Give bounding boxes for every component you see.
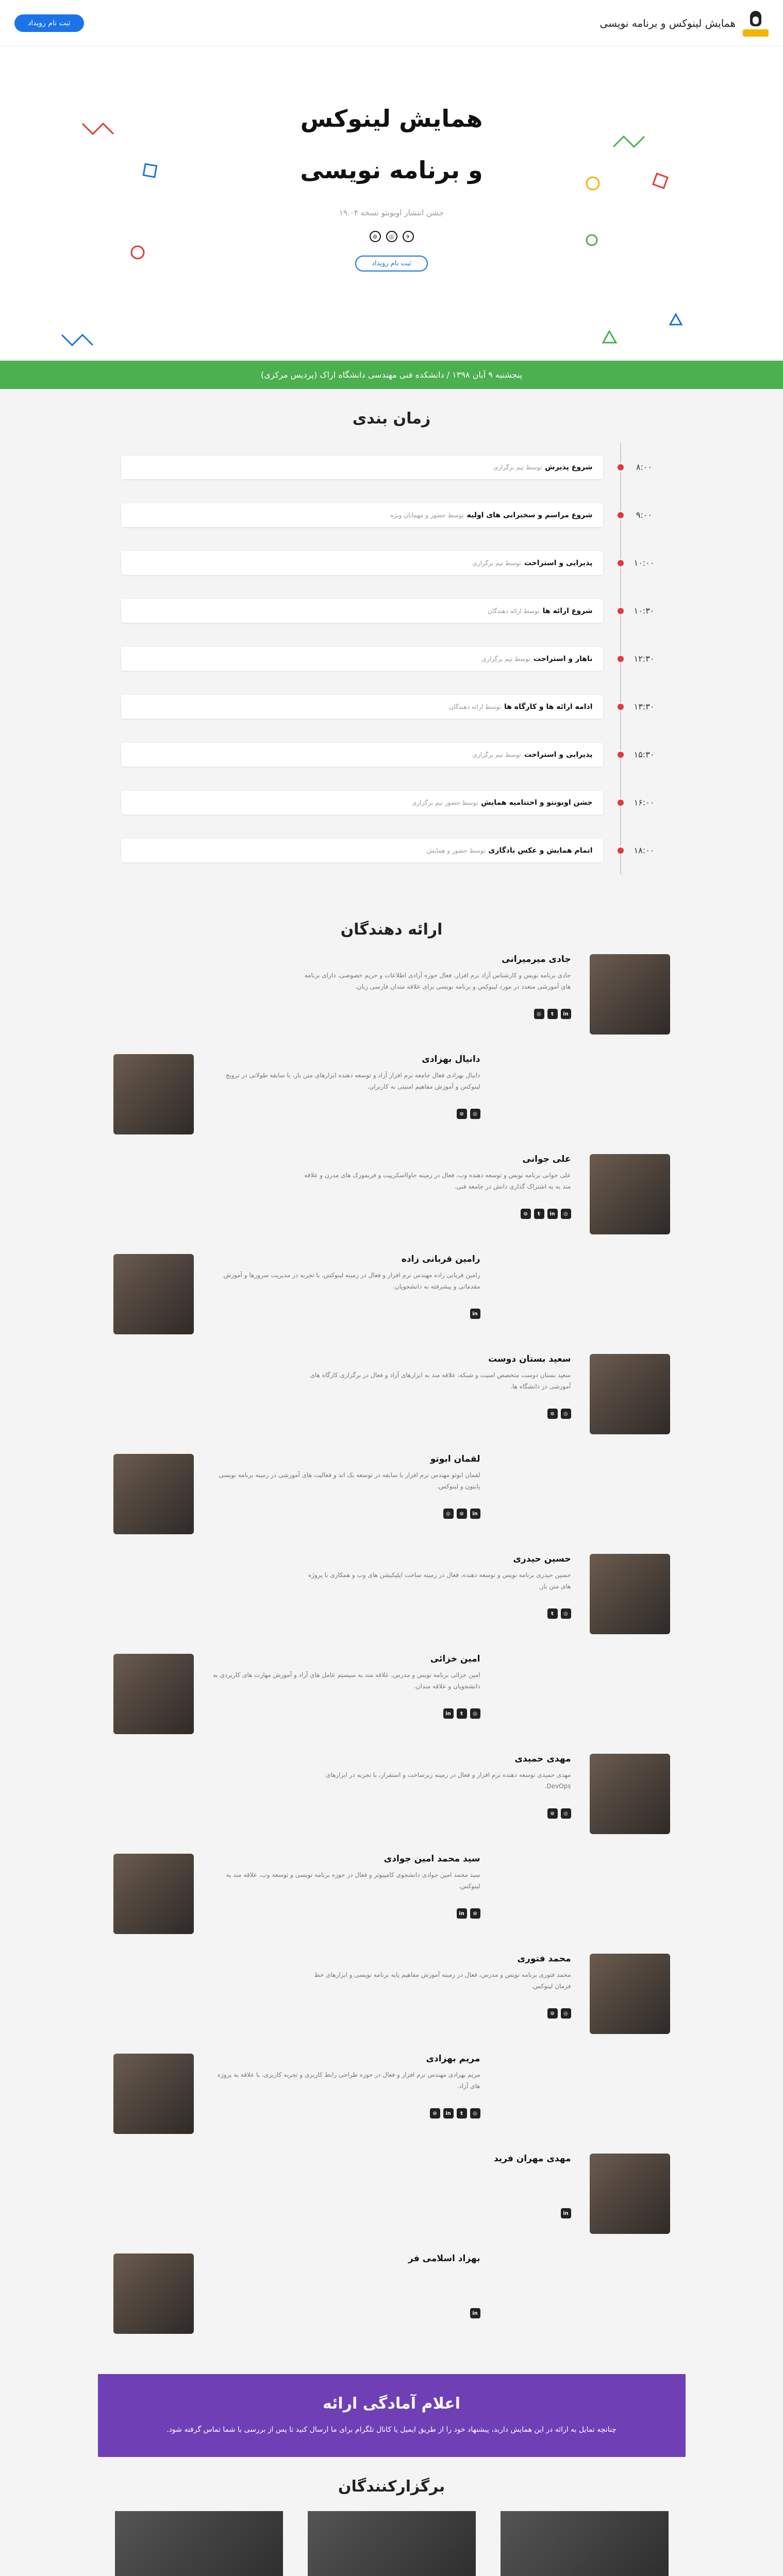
speakers-title: ارائه دهندگان bbox=[340, 921, 443, 939]
cta-title: اعلام آمادگی ارائه bbox=[322, 2395, 461, 2413]
timeline-host: توسط تیم برگزاری bbox=[472, 559, 521, 567]
speaker-name: مهدی مهران فرید bbox=[493, 2154, 571, 2164]
github-icon[interactable]: ⊙ bbox=[370, 231, 381, 242]
speaker-social-links bbox=[212, 1109, 480, 1119]
linkedin-icon[interactable]: in bbox=[470, 2308, 480, 2318]
timeline-time: ۱۶:۰۰ bbox=[634, 798, 655, 807]
timeline-card bbox=[121, 551, 603, 575]
speaker-social-links bbox=[303, 2208, 571, 2218]
organizers-title: برگزارکنندگان bbox=[338, 2478, 445, 2496]
speaker-bio: سید محمد امین جوادی دانشجوی کامپیوتر و فعال در حوزه برنامه نویسی و توسعه وب، علاقه مند به لینوکس. bbox=[226, 1871, 480, 1890]
timeline-time: ۹:۰۰ bbox=[636, 510, 653, 520]
timeline-event: ناهار و استراحت bbox=[533, 654, 593, 663]
speaker-name: مهدی حمیدی bbox=[514, 1754, 571, 1764]
timeline-dot bbox=[616, 654, 625, 664]
speaker-bio bbox=[303, 2169, 571, 2203]
timeline bbox=[121, 443, 662, 874]
speaker-info bbox=[303, 2154, 571, 2218]
timeline-item bbox=[121, 778, 662, 826]
speakers-list bbox=[113, 954, 670, 2353]
timeline-time: ۱۳:۳۰ bbox=[634, 702, 655, 711]
speaker-bio: لقمان ابوتو مهندس نرم افزار با سابقه در توسعه بک اند و فعالیت های آموزشی در زمینه برنامه نویسی پایتون و لینوکس. bbox=[219, 1471, 480, 1490]
timeline-time: ۸:۰۰ bbox=[636, 462, 653, 472]
timeline-item bbox=[121, 683, 662, 731]
speaker-card bbox=[113, 2054, 670, 2154]
instagram-icon[interactable]: ◎ bbox=[470, 1109, 480, 1119]
instagram-icon[interactable]: ◎ bbox=[470, 1708, 480, 1719]
schedule-title: زمان بندی bbox=[352, 410, 431, 428]
speaker-card bbox=[113, 1054, 670, 1154]
timeline-host: توسط تیم برگزاری bbox=[493, 463, 542, 471]
speaker-info bbox=[212, 1654, 480, 1719]
timeline-item bbox=[121, 826, 662, 874]
timeline-dot bbox=[616, 511, 625, 520]
speaker-info bbox=[303, 1354, 571, 1419]
speaker-bio: رامین قربانی زاده مهندس نرم افزار و فعال در زمینه لینوکس، با تجربه در مدیریت سرورها و آموزش مقدماتی و پیشرفته به دانشجویان. bbox=[223, 1272, 480, 1290]
speaker-card bbox=[113, 2154, 670, 2253]
speaker-social-links bbox=[212, 1509, 480, 1519]
speaker-name: امین خزائی bbox=[430, 1654, 480, 1664]
speaker-photo bbox=[590, 1954, 670, 2034]
organizer-card bbox=[115, 2511, 283, 2576]
speaker-photo bbox=[113, 2054, 194, 2134]
linkedin-icon[interactable]: in bbox=[443, 2108, 454, 2119]
timeline-card bbox=[121, 839, 603, 862]
twitter-icon[interactable]: t bbox=[457, 2108, 467, 2119]
speaker-info bbox=[212, 2054, 480, 2119]
instagram-icon[interactable]: ◎ bbox=[561, 2008, 571, 2019]
github-icon[interactable]: ⊙ bbox=[457, 1509, 467, 1519]
speaker-social-links bbox=[212, 2108, 480, 2119]
timeline-card bbox=[121, 791, 603, 815]
speaker-name: بهزاد اسلامی فر bbox=[408, 2253, 480, 2264]
instagram-icon[interactable]: ◎ bbox=[561, 1808, 571, 1819]
speaker-bio: جادی برنامه نویس و کارشناس آزاد نرم افزار، فعال حوزه آزادی اطلاعات و حریم خصوصی، دارای برنامه های آموزشی متعدد در مورد لینوکس و برنامه نویسی برای علاقه مندان فارسی زبان. bbox=[304, 972, 571, 990]
timeline-event: اتمام همایش و عکس یادگاری bbox=[488, 846, 593, 855]
instagram-icon[interactable]: ◎ bbox=[561, 1209, 571, 1219]
speaker-social-links bbox=[303, 1608, 571, 1619]
speaker-name: سید محمد امین جوادی bbox=[384, 1854, 480, 1864]
timeline-dot bbox=[616, 558, 625, 568]
timeline-time: ۱۲:۳۰ bbox=[634, 654, 655, 664]
speaker-photo bbox=[590, 2154, 670, 2234]
speaker-name: حسین حیدری bbox=[513, 1554, 571, 1564]
twitter-icon[interactable]: t bbox=[547, 1608, 558, 1619]
linux-logo-icon bbox=[743, 9, 769, 38]
speaker-info bbox=[303, 1954, 571, 2019]
instagram-icon[interactable]: ◎ bbox=[470, 2108, 480, 2119]
timeline-time: ۱۸:۰۰ bbox=[634, 845, 655, 855]
speaker-card bbox=[113, 1554, 670, 1654]
timeline-event: شروع پذیرش bbox=[545, 463, 593, 471]
speaker-name: مریم بهزادی bbox=[426, 2054, 480, 2064]
cta-text: چنانچه تمایل به ارائه در این همایش دارید، پیشنهاد خود را از طریق ایمیل یا کانال تلگرام برای ما ارسال کنید تا پس از بررسی با شما تماس گرفته شود. bbox=[166, 2426, 617, 2434]
timeline-event: پذیرایی و استراحت bbox=[524, 750, 593, 759]
timeline-event: جشن اوبونتو و اختتامیه همایش bbox=[481, 798, 593, 807]
linkedin-icon[interactable]: in bbox=[457, 1908, 467, 1919]
speaker-photo bbox=[590, 1154, 670, 1234]
linkedin-icon[interactable]: in bbox=[561, 2208, 571, 2218]
timeline-card bbox=[121, 647, 603, 671]
timeline-card bbox=[121, 599, 603, 623]
instagram-icon[interactable]: ◎ bbox=[443, 1509, 454, 1519]
speaker-bio: حسین حیدری برنامه نویس و توسعه دهنده، فعال در زمینه ساخت اپلیکیشن های وب و همکاری با پروژه های متن باز. bbox=[308, 1571, 571, 1590]
speaker-photo bbox=[113, 1054, 194, 1134]
speaker-photo bbox=[113, 1654, 194, 1734]
speaker-card bbox=[113, 1954, 670, 2054]
timeline-time: ۱۵:۳۰ bbox=[634, 750, 655, 759]
timeline-host: توسط ارائه دهندگان bbox=[449, 703, 502, 710]
linkedin-icon[interactable]: in bbox=[561, 1009, 571, 1019]
twitter-icon[interactable]: t bbox=[547, 1009, 558, 1019]
timeline-item bbox=[121, 539, 662, 587]
speaker-name: سعید بستان دوست bbox=[488, 1354, 571, 1364]
hero-section bbox=[0, 46, 783, 361]
speaker-bio: مریم بهزادی مهندس نرم افزار و فعال در حوزه طراحی رابط کاربری و تجربه کاربری، با علاقه به پروژه های آزاد. bbox=[217, 2071, 480, 2090]
linkedin-icon[interactable]: in bbox=[470, 1509, 480, 1519]
decoration-shapes bbox=[0, 46, 783, 361]
speaker-photo bbox=[590, 1354, 670, 1434]
timeline-dot bbox=[616, 463, 625, 472]
call-for-speakers bbox=[98, 2374, 686, 2457]
date-bar: پنجشنبه ۹ آبان ۱۳۹۸ / دانشکده فنی مهندسی دانشگاه اراک (پردیس مرکزی) bbox=[0, 361, 783, 389]
speaker-social-links bbox=[303, 1808, 571, 1819]
speaker-social-links bbox=[212, 1309, 480, 1319]
speaker-card bbox=[113, 1754, 670, 1854]
speaker-bio: امین خزائی برنامه نویس و مدرس، علاقه مند به سیستم عامل های آزاد و آموزش مهارت های کاربردی به دانشجویان و علاقه مندان. bbox=[212, 1671, 480, 1690]
github-icon[interactable]: ⊙ bbox=[547, 2008, 558, 2019]
speaker-name: لقمان ابوتو bbox=[430, 1454, 480, 1464]
speaker-photo bbox=[590, 1754, 670, 1834]
speaker-info bbox=[212, 1854, 480, 1919]
speaker-photo bbox=[113, 1854, 194, 1934]
speaker-social-links bbox=[303, 1009, 571, 1019]
timeline-item bbox=[121, 587, 662, 635]
timeline-host: توسط حضور و همایش bbox=[426, 846, 486, 854]
telegram-icon[interactable]: ✈ bbox=[403, 231, 414, 242]
organizer-card bbox=[308, 2511, 476, 2576]
speaker-name: رامین قربانی زاده bbox=[401, 1254, 480, 1264]
speaker-photo bbox=[113, 1454, 194, 1534]
speaker-social-links bbox=[212, 1908, 480, 1919]
timeline-event: شروع ارائه ها bbox=[542, 606, 593, 615]
instagram-icon[interactable]: ◎ bbox=[534, 1009, 544, 1019]
organizer-card bbox=[501, 2511, 669, 2576]
timeline-event: ادامه ارائه ها و کارگاه ها bbox=[504, 702, 593, 711]
timeline-host: توسط تیم برگزاری bbox=[472, 751, 521, 758]
speaker-name: جادی میرمیرانی bbox=[502, 954, 571, 964]
github-icon[interactable]: ⊙ bbox=[547, 1808, 558, 1819]
speaker-card bbox=[113, 1454, 670, 1554]
speaker-name: محمد فتوری bbox=[517, 1954, 571, 1964]
timeline-host: توسط حضور تیم برگزاری bbox=[412, 799, 478, 806]
timeline-item bbox=[121, 491, 662, 539]
speaker-name: علی جوانی bbox=[522, 1154, 571, 1164]
timeline-event: شروع مراسم و سخنرانی های اولیه bbox=[467, 511, 593, 519]
timeline-host: توسط ارائه دهندگان bbox=[488, 607, 540, 615]
linkedin-icon[interactable]: in bbox=[470, 1309, 480, 1319]
speaker-card bbox=[113, 1154, 670, 1254]
github-icon[interactable]: ⊙ bbox=[430, 2108, 440, 2119]
hero-subtitle: جشن انتشار اوبونتو نسخه ۱۹.۰۴ bbox=[339, 208, 444, 217]
speaker-info bbox=[212, 2253, 480, 2318]
twitter-icon[interactable]: t bbox=[534, 1209, 544, 1219]
timeline-dot bbox=[616, 606, 625, 616]
timeline-item bbox=[121, 731, 662, 778]
instagram-icon[interactable]: ◎ bbox=[386, 231, 397, 242]
linkedin-icon[interactable]: in bbox=[547, 1209, 558, 1219]
speaker-card bbox=[113, 954, 670, 1054]
speaker-bio: علی جوانی برنامه نویس و توسعه دهنده وب، فعال در زمینه جاوااسکریپت و فریمورک های مدرن و علاقه مند به به اشتراک گذاری دانش در جامعه فنی. bbox=[304, 1172, 571, 1190]
timeline-card bbox=[121, 695, 603, 719]
timeline-card bbox=[121, 455, 603, 479]
speaker-social-links bbox=[303, 1409, 571, 1419]
timeline-time: ۱۰:۳۰ bbox=[634, 606, 655, 616]
speaker-photo bbox=[113, 1254, 194, 1334]
navbar bbox=[0, 0, 783, 46]
speaker-bio: سعید بستان دوست متخصص امنیت و شبکه، علاقه مند به ابزارهای آزاد و فعال در برگزاری کارگاه های آموزشی در دانشگاه ها. bbox=[310, 1371, 571, 1390]
speaker-info bbox=[212, 1054, 480, 1119]
speaker-photo bbox=[590, 1554, 670, 1634]
timeline-item bbox=[121, 443, 662, 491]
timeline-dot bbox=[616, 702, 625, 711]
speaker-photo bbox=[113, 2253, 194, 2334]
timeline-host: توسط حضور و مهمانان ویژه bbox=[390, 511, 464, 519]
timeline-dot bbox=[616, 798, 625, 807]
speaker-bio: محمد فتوری برنامه نویس و مدرس، فعال در زمینه آموزش مفاهیم پایه برنامه نویسی و ابزارهای خط فرمان لینوکس. bbox=[314, 1971, 571, 1990]
timeline-event: پذیرایی و استراحت bbox=[524, 558, 593, 567]
timeline-dot bbox=[616, 846, 625, 855]
speaker-card bbox=[113, 2253, 670, 2353]
github-icon[interactable]: ⊙ bbox=[457, 1109, 467, 1119]
hero-title: همایش لینوکس و برنامه نویسی bbox=[300, 105, 483, 184]
github-icon[interactable]: ⊙ bbox=[547, 1409, 558, 1419]
hero-register-button[interactable]: ثبت نام رویداد bbox=[355, 256, 428, 272]
speaker-card bbox=[113, 1354, 670, 1454]
speaker-info bbox=[303, 1154, 571, 1219]
speaker-card bbox=[113, 1254, 670, 1354]
speaker-info bbox=[303, 954, 571, 1019]
github-icon[interactable]: ⊙ bbox=[470, 1908, 480, 1919]
register-button[interactable]: ثبت نام رویداد bbox=[14, 14, 84, 32]
github-icon[interactable]: ⊙ bbox=[521, 1209, 531, 1219]
timeline-host: توسط تیم برگزاری bbox=[481, 655, 530, 663]
instagram-icon[interactable]: ◎ bbox=[561, 1409, 571, 1419]
speaker-social-links bbox=[212, 2308, 480, 2318]
speaker-photo bbox=[590, 954, 670, 1035]
linkedin-icon[interactable]: in bbox=[443, 1708, 454, 1719]
speaker-social-links bbox=[212, 1708, 480, 1719]
speaker-name: دانیال بهزادی bbox=[422, 1054, 480, 1064]
timeline-card bbox=[121, 743, 603, 767]
speaker-bio: مهدی حمیدی توسعه دهنده نرم افزار و فعال در زمینه زیرساخت و استقرار، با تجربه در ابزارهای DevOps. bbox=[325, 1771, 571, 1790]
instagram-icon[interactable]: ◎ bbox=[561, 1608, 571, 1619]
timeline-item bbox=[121, 635, 662, 683]
speaker-info bbox=[212, 1454, 480, 1519]
organizers-grid bbox=[113, 2511, 670, 2576]
twitter-icon[interactable]: t bbox=[457, 1708, 467, 1719]
speaker-info bbox=[212, 1254, 480, 1319]
speaker-social-links bbox=[303, 2008, 571, 2019]
timeline-time: ۱۰:۰۰ bbox=[634, 558, 655, 568]
speaker-social-links bbox=[303, 1209, 571, 1219]
timeline-card bbox=[121, 503, 603, 527]
brand[interactable] bbox=[599, 9, 769, 38]
speaker-card bbox=[113, 1854, 670, 1954]
speaker-bio bbox=[212, 2269, 480, 2303]
brand-title: همایش لینوکس و برنامه نویسی bbox=[599, 16, 736, 29]
timeline-dot bbox=[616, 750, 625, 759]
speaker-info bbox=[303, 1754, 571, 1819]
speaker-card bbox=[113, 1654, 670, 1754]
speaker-bio: دانیال بهزادی فعال جامعه نرم افزار آزاد و توسعه دهنده ابزارهای متن باز، با سابقه طولانی در ترویج لینوکس و آموزش مفاهیم امنیتی به کاربران. bbox=[225, 1072, 480, 1090]
speaker-info bbox=[303, 1554, 571, 1619]
